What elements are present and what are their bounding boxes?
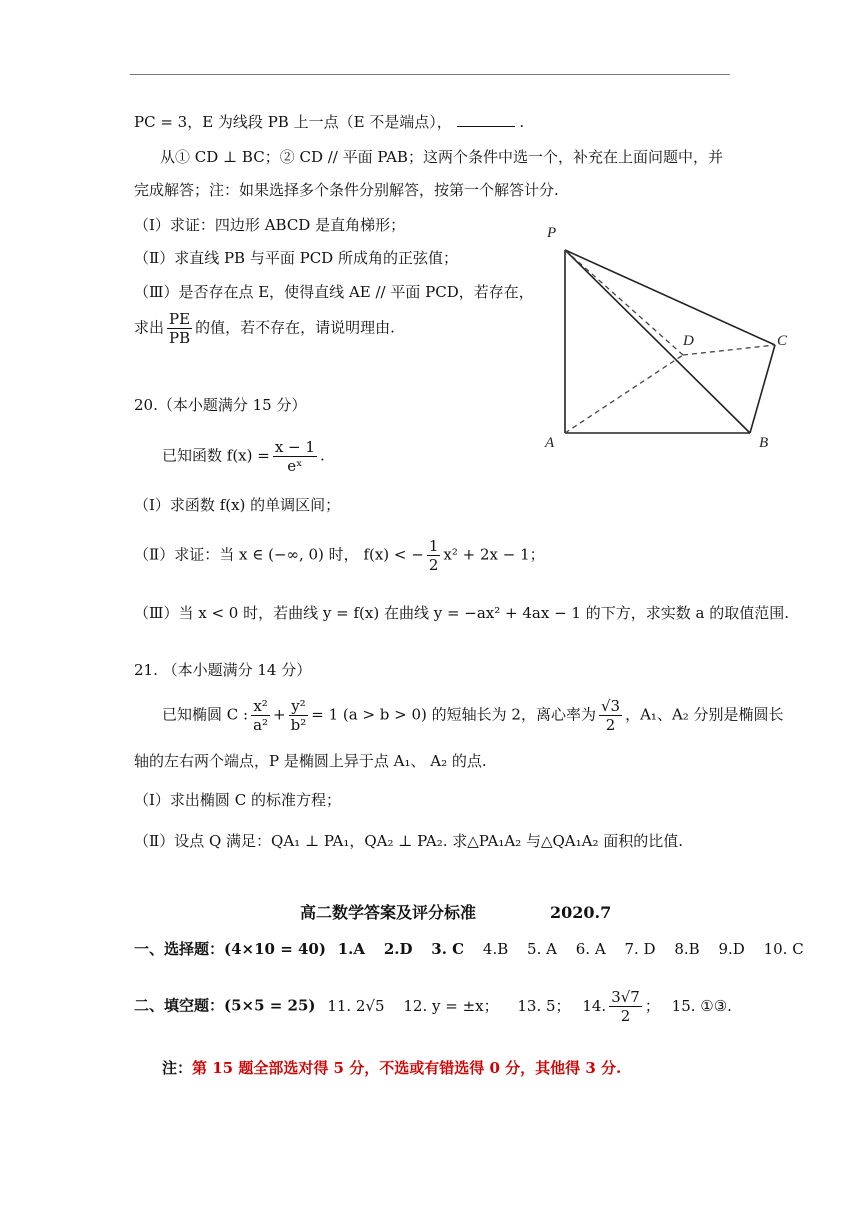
choice-answers-row [134, 939, 811, 959]
edge-BC [750, 345, 775, 433]
q19-part-3: （Ⅲ）是否存在点 E，使得直线 AE // 平面 PCD，若存在， [134, 283, 534, 301]
q19-part-2: （Ⅱ）求直线 PB 与平面 PCD 所成角的正弦值； [134, 249, 458, 267]
fill-label: 二、填空题：(5×5 = 25) [134, 996, 316, 1015]
fill-14-fraction: $\frac{3√7}{2}$ [611, 988, 640, 1025]
eccentricity-fraction: $\frac{√3}{2}$ [600, 697, 621, 734]
choice-answer: 9.D [718, 940, 745, 958]
choice-answer: 6. A [575, 940, 606, 958]
choice-answer: 5. A [527, 940, 557, 958]
fill-answer-11: 11. 2√5 [327, 996, 385, 1015]
y2-b2-fraction: $\frac{\text{y²}}{\text{b²}}$ [290, 697, 307, 734]
label-D: D [683, 333, 694, 349]
q20-part-2: （Ⅱ）求证：当 x ∈ (−∞, 0) 时， f(x) < − $\frac{1}{2}$ x² + 2x − 1； [134, 537, 545, 574]
choice-answer: 8.B [674, 940, 700, 958]
scoring-note [162, 1058, 621, 1078]
edge-PB [565, 250, 750, 433]
label-C: C [777, 333, 788, 349]
q19-condition-line: PC = 3，E 为线段 PB 上一点（E 不是端点）， . [134, 113, 525, 131]
choice-answer: 10. C [763, 940, 804, 958]
answers-date: 2020.7 [550, 903, 612, 922]
q20-part-3: （Ⅲ）当 x < 0 时，若曲线 y = f(x) 在曲线 y = −ax² + 4ax − 1 的下方，求实数 a 的取值范围. [134, 604, 789, 622]
choice-label: 一、选择题：(4×10 = 40) [134, 940, 326, 958]
choice-answer: 1.A [337, 940, 366, 958]
label-B: B [759, 435, 769, 451]
fill-answer-13: 13. 5； [517, 996, 571, 1015]
q21-part-2: （Ⅱ）设点 Q 满足：QA₁ ⊥ PA₁，QA₂ ⊥ PA₂. 求△PA₁A₂ 与△QA₁A₂ 面积的比值. [134, 832, 684, 850]
choice-answer: 7. D [624, 940, 656, 958]
edge-PC [565, 250, 775, 345]
pyramid-figure [535, 215, 805, 455]
fill-answer-15: 15. ①③. [671, 996, 732, 1015]
q20-part-1: （Ⅰ）求函数 f(x) 的单调区间； [134, 496, 341, 514]
label-P: P [547, 225, 557, 241]
choice-answer: 3. C [431, 940, 465, 958]
edge-PD [565, 250, 683, 355]
q21-header: 21. （本小题满分 14 分） [134, 661, 312, 679]
q20-given: 已知函数 f(x) = $\frac{x - 1}{\text{eˣ}}$ . [162, 438, 325, 475]
header-rule [130, 74, 730, 75]
pe-pb-fraction: $\frac{PE}{PB}$ [169, 310, 191, 347]
edge-DC [683, 345, 775, 355]
note-text: 第 15 题全部选对得 5 分，不选或有错选得 0 分，其他得 3 分. [192, 1059, 622, 1077]
answer-blank [457, 112, 515, 127]
fill-answer-12: 12. y = ±x； [403, 996, 499, 1015]
q20-header: 20.（本小题满分 15 分） [134, 396, 307, 414]
q19-part-3-cont: 求出 $\frac{PE}{PB}$ 的值，若不存在，请说明理由. [134, 310, 395, 347]
q19-choose-line-2: 完成解答；注：如果选择多个条件分别解答，按第一个解答计分. [134, 181, 559, 199]
edge-AD [565, 355, 683, 433]
choice-answer: 2.D [383, 940, 413, 958]
q19-choose-line: 从① CD ⊥ BC；② CD // 平面 PAB；这两个条件中选一个，补充在上面问题中，并 [160, 148, 723, 166]
note-label: 注： [162, 1059, 193, 1077]
x2-a2-fraction: $\frac{\text{x²}}{\text{a²}}$ [253, 697, 269, 734]
answers-title: 高二数学答案及评分标准 [300, 903, 477, 922]
fx-fraction: $\frac{x - 1}{\text{eˣ}}$ [274, 438, 315, 475]
fill-answers-row [134, 988, 739, 1025]
q21-line-2: 轴的左右两个端点，P 是椭圆上异于点 A₁、 A₂ 的点. [134, 752, 487, 770]
half-fraction: $\frac{1}{2}$ [428, 537, 439, 574]
q19-part-1: （Ⅰ）求证：四边形 ABCD 是直角梯形； [134, 216, 406, 234]
choice-answer: 4.B [482, 940, 509, 958]
label-A: A [545, 435, 555, 451]
fill-answer-14: 14. $\frac{3√7}{2}$ ； [582, 988, 660, 1025]
q21-given: 已知椭圆 C : $\frac{\text{x²}}{\text{a²}}$ + $\frac{\text{y²}}{\text{b²}}$ = 1 (a > b > 0) 的短轴长为 2，离心率为 $\frac{√3}{2}$ ，A₁、A₂ 分别是椭圆长 [162, 697, 784, 734]
q21-part-1: （Ⅰ）求出椭圆 C 的标准方程； [134, 791, 341, 809]
